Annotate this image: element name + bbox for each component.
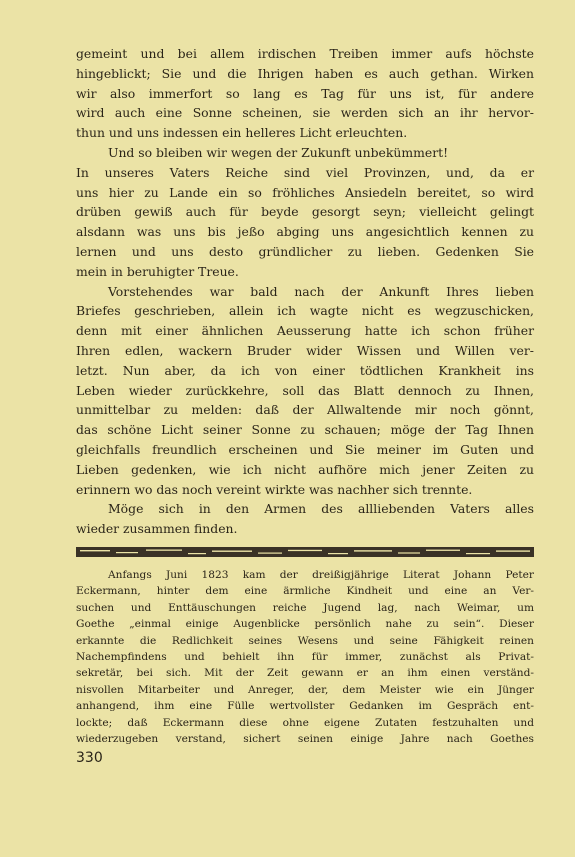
text-line: denn mit einer ähnlichen Aeusserung hatte ich schon früher bbox=[76, 323, 534, 339]
text-line: drüben gewiß auch für beyde gesorgt seyn; vielleicht gelingt bbox=[76, 204, 534, 220]
text-line: Möge sich in den Armen des allliebenden Vaters alles bbox=[108, 501, 534, 517]
text-line: lernen und uns desto gründlicher zu lieben. Gedenken Sie bbox=[76, 243, 534, 259]
text-line: hingeblickt; Sie und die Ihrigen haben es auch gethan. Wirken bbox=[76, 65, 534, 81]
text-line: Lieben gedenken, wie ich nicht aufhöre mich jener Zeiten zu bbox=[76, 461, 534, 477]
text-line: uns hier zu Lande ein so fröhliches Ansiedeln bereitet, so wird bbox=[76, 184, 534, 200]
text-line: gleichfalls freundlich erscheinen und Sie meiner im Guten und bbox=[76, 441, 534, 457]
note-line: Nachempfindens und behielt ihn für immer, zunächst als Privat- bbox=[76, 650, 534, 663]
paragraph bbox=[76, 44, 534, 143]
text-line: Leben wieder zurückkehre, soll das Blatt dennoch zu Ihnen, bbox=[76, 382, 534, 398]
paragraph bbox=[76, 499, 534, 539]
note-line: Eckermann, hinter dem eine ärmliche Kindheit und eine an Ver- bbox=[76, 585, 534, 598]
text-line: wird auch eine Sonne scheinen, sie werden sich an ihr hervor- bbox=[76, 105, 534, 121]
letter-body bbox=[76, 44, 534, 539]
text-line: wir also immerfort so lang es Tag für uns ist, für andere bbox=[76, 85, 534, 101]
note-line: lockte; daß Eckermann diese ohne eigene Zutaten festzuhalten und bbox=[76, 716, 534, 729]
paragraph bbox=[76, 143, 534, 282]
text-line: Ihren edlen, wackern Bruder wider Wissen und Willen ver- bbox=[76, 342, 534, 358]
note-line: anhangend, ihm eine Fülle wertvollster Gedanken im Gespräch ent- bbox=[76, 700, 534, 713]
note-line: erkannte die Redlichkeit seines Wesens und seine Fähigkeit reinen bbox=[76, 634, 534, 647]
text-line: unmittelbar zu melden: daß der Allwaltende mir noch gönnt, bbox=[76, 402, 534, 418]
note-line: sekretär, bei sich. Mit der Zeit gewann er an ihm einen verständ- bbox=[76, 667, 534, 680]
editorial-note bbox=[76, 567, 534, 747]
text-line: gemeint und bei allem irdischen Treiben immer aufs höchste bbox=[76, 46, 534, 61]
text-line: erinnern wo das noch vereint wirkte was nachher sich trennte. bbox=[76, 481, 473, 497]
text-line: Vorstehendes war bald nach der Ankunft Ihres lieben bbox=[108, 283, 534, 299]
text-line: Briefes geschrieben, allein ich wagte nicht es wegzuschicken, bbox=[76, 303, 534, 319]
note-line: Anfangs Juni 1823 kam der dreißigjährige Literat Johann Peter bbox=[108, 568, 534, 581]
paragraph bbox=[76, 282, 534, 500]
note-line: Goethe „einmal einige Augenblicke persönlich nahe zu sein“. Dieser bbox=[76, 618, 534, 631]
book-page bbox=[76, 44, 534, 767]
text-line: Und so bleiben wir wegen der Zukunft unbekümmert! bbox=[108, 144, 449, 160]
text-line: das schöne Licht seiner Sonne zu schauen; möge der Tag Ihnen bbox=[76, 422, 534, 438]
note-line: nisvollen Mitarbeiter und Anreger, der, dem Meister wie ein Jünger bbox=[76, 683, 534, 696]
text-line: In unseres Vaters Reiche sind viel Provinzen, und, da er bbox=[76, 164, 534, 180]
text-line: letzt. Nun aber, da ich von einer tödtlichen Krankheit ins bbox=[76, 362, 534, 378]
note-line: suchen und Enttäuschungen reiche Jugend lag, nach Weimar, um bbox=[76, 601, 534, 614]
text-line: thun und uns indessen ein helleres Licht erleuchten. bbox=[76, 125, 408, 141]
text-line: alsdann was uns bis jeßo abging uns angesichtlich kennen zu bbox=[76, 224, 534, 240]
text-line: mein in beruhigter Treue. bbox=[76, 263, 239, 279]
page-number: 330 bbox=[76, 750, 103, 767]
ornamental-divider bbox=[76, 547, 534, 557]
text-line: wieder zusammen finden. bbox=[76, 521, 238, 537]
note-line: wiederzugeben verstand, sichert seinen einige Jahre nach Goethes bbox=[76, 732, 534, 745]
